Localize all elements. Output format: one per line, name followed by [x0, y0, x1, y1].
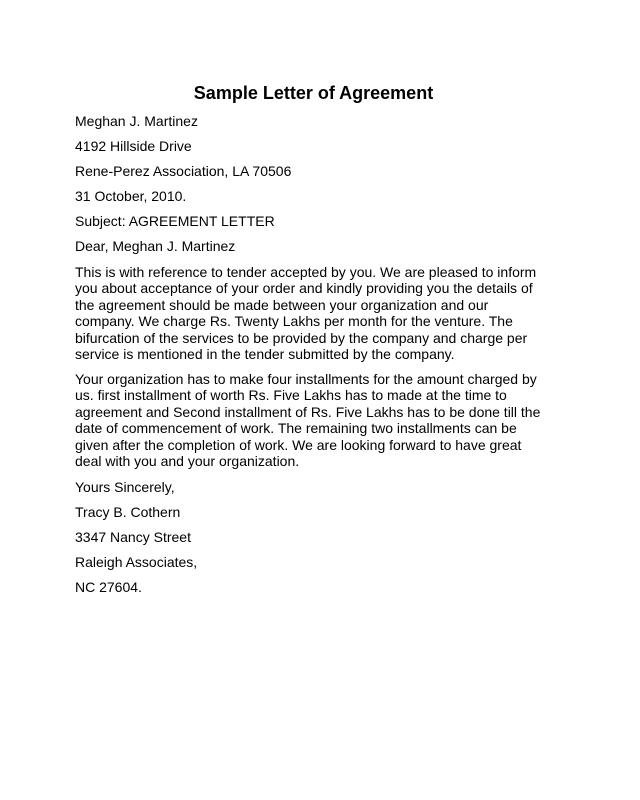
letter-subject: Subject: AGREEMENT LETTER [75, 213, 275, 229]
salutation: Dear, Meghan J. Martinez [75, 238, 236, 254]
recipient-address-line2: Rene-Perez Association, LA 70506 [75, 163, 292, 179]
paragraph-line: deal with you and your organization. [75, 453, 300, 470]
paragraph-line: agreement and Second installment of Rs. Five Lakhs has to be done till the [75, 403, 541, 420]
body-paragraph-2 [75, 371, 575, 469]
document-title: Sample Letter of Agreement [193, 83, 434, 103]
paragraph-line: the agreement should be made between your organization and our [75, 296, 489, 313]
paragraph-line: Your organization has to make four installments for the amount charged by [75, 371, 537, 387]
letter-date: 31 October, 2010. [75, 188, 187, 204]
paragraph-line: given after the completion of work. We are looking forward to have great [75, 436, 522, 453]
sender-name: Tracy B. Cothern [75, 504, 181, 520]
sender-address-line1: 3347 Nancy Street [75, 529, 191, 545]
sender-address-line3: NC 27604. [75, 579, 142, 595]
paragraph-line: date of commencement of work. The remaining two installments can be [75, 420, 517, 437]
paragraph-line: bifurcation of the services to be provided by the company and charge per [75, 329, 528, 346]
recipient-name: Meghan J. Martinez [75, 113, 198, 129]
recipient-address-line1: 4192 Hillside Drive [75, 138, 192, 154]
paragraph-line: service is mentioned in the tender submitted by the company. [75, 346, 455, 363]
paragraph-line: us. first installment of worth Rs. Five Lakhs has to made at the time to [75, 387, 507, 404]
paragraph-line: This is with reference to tender accepted by you. We are pleased to inform [75, 264, 537, 280]
closing: Yours Sincerely, [75, 479, 175, 495]
sender-address-line2: Raleigh Associates, [75, 554, 198, 570]
paragraph-line: company. We charge Rs. Twenty Lakhs per month for the venture. The [75, 313, 513, 330]
body-paragraph-1 [75, 264, 575, 362]
paragraph-line: you about acceptance of your order and kindly providing you the details of [75, 280, 533, 297]
